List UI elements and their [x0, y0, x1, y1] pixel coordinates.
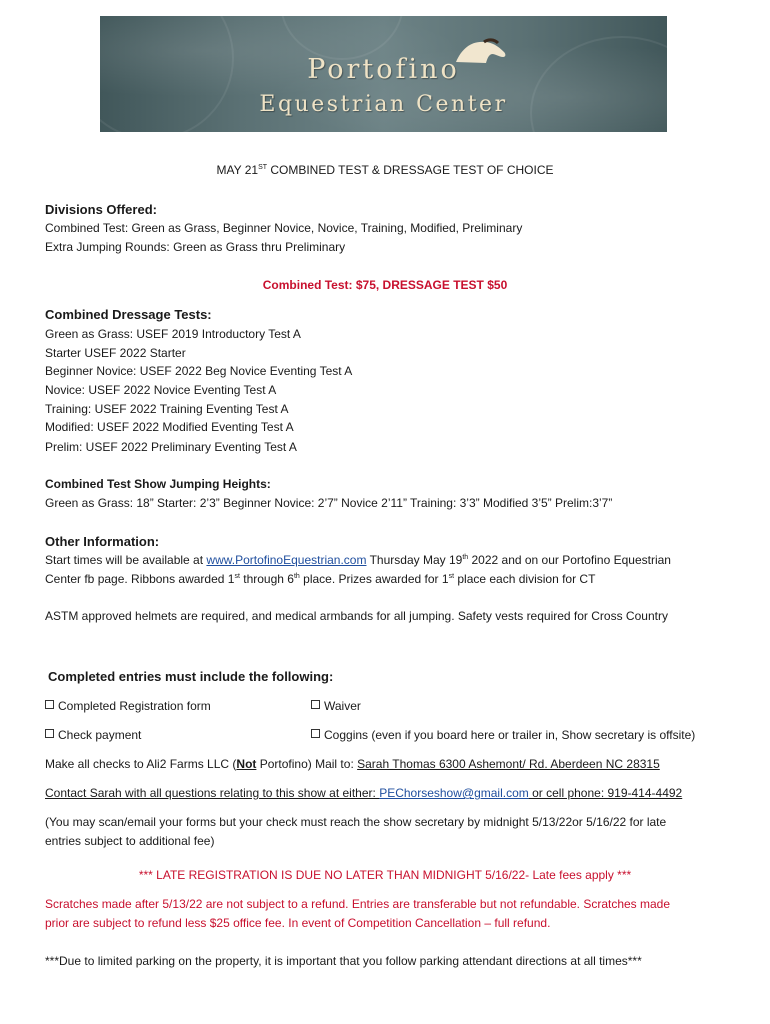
divisions-combined-test: Combined Test: Green as Grass, Beginner Novice, Novice, Training, Modified, Preliminary: [45, 221, 523, 235]
dressage-test-item: Beginner Novice: USEF 2022 Beg Novice Eventing Test A: [45, 364, 353, 378]
checkbox-icon[interactable]: [45, 700, 54, 709]
scratch-policy-cont: prior are subject to refund less $25 office fee. In event of Competition Cancellation – full refund.: [45, 916, 551, 930]
checklist-item: Waiver: [311, 699, 361, 714]
email-link[interactable]: PEChorseshow@gmail.com: [379, 786, 529, 800]
dressage-test-item: Green as Grass: USEF 2019 Introductory Test A: [45, 327, 301, 341]
scan-note-cont: entries subject to additional fee): [45, 834, 215, 848]
checklist-item: Completed Registration form: [45, 699, 211, 714]
contact-line: Contact Sarah with all questions relating to this show at either: PEChorseshow@gmail.com or cell phone: 919-414-4492: [45, 786, 683, 800]
other-info-heading: Other Information:: [45, 534, 160, 549]
divisions-extra-jumping: Extra Jumping Rounds: Green as Grass thru Preliminary: [45, 240, 346, 254]
mailing-address: Sarah Thomas 6300 Ashemont/ Rd. Aberdeen NC 28315: [357, 757, 660, 771]
safety-requirements: ASTM approved helmets are required, and medical armbands for all jumping. Safety vests required for Cross Country: [45, 609, 668, 623]
scan-note: (You may scan/email your forms but your check must reach the show secretary by midnight 5/13/22or 5/16/22 for late: [45, 815, 667, 829]
entry-fees: Combined Test: $75, DRESSAGE TEST $50: [262, 278, 508, 292]
checkbox-icon[interactable]: [45, 729, 54, 738]
checkbox-icon[interactable]: [311, 700, 320, 709]
payment-instructions: Make all checks to Ali2 Farms LLC (Not Portofino) Mail to: Sarah Thomas 6300 Ashemont/ Rd. Aberdeen NC 28315: [45, 757, 660, 771]
checklist-item: Coggins (even if you board here or trailer in, Show secretary is offsite): [311, 728, 695, 743]
entries-heading: Completed entries must include the following:: [48, 669, 334, 684]
banner-subtitle: Equestrian Center: [259, 92, 508, 117]
website-link[interactable]: www.PortofinoEquestrian.com: [206, 553, 367, 567]
late-registration-notice: *** LATE REGISTRATION IS DUE NO LATER THAN MIDNIGHT 5/16/22- Late fees apply ***: [138, 868, 632, 882]
dressage-test-item: Prelim: USEF 2022 Preliminary Eventing Test A: [45, 440, 297, 454]
parking-notice: ***Due to limited parking on the property, it is important that you follow parking attendant directions at all times***: [45, 954, 642, 968]
dressage-test-item: Modified: USEF 2022 Modified Eventing Test A: [45, 420, 294, 434]
start-times-line: Start times will be available at www.PortofinoEquestrian.com Thursday May 19th 2022 and on our Portofino Equestrian: [45, 553, 671, 567]
dressage-heading: Combined Dressage Tests:: [45, 307, 212, 322]
page-title: MAY 21ST COMBINED TEST & DRESSAGE TEST OF CHOICE: [216, 163, 554, 177]
checkbox-icon[interactable]: [311, 729, 320, 738]
dressage-test-item: Novice: USEF 2022 Novice Eventing Test A: [45, 383, 277, 397]
checklist-item: Check payment: [45, 728, 141, 743]
jumping-heights-heading: Combined Test Show Jumping Heights:: [45, 477, 271, 491]
divisions-heading: Divisions Offered:: [45, 202, 157, 217]
ribbons-line: Center fb page. Ribbons awarded 1st through 6th place. Prizes awarded for 1st place each division for CT: [45, 572, 596, 586]
dressage-test-item: Starter USEF 2022 Starter: [45, 346, 186, 360]
dressage-test-item: Training: USEF 2022 Training Eventing Test A: [45, 402, 289, 416]
header-banner: [100, 16, 667, 132]
scratch-policy: Scratches made after 5/13/22 are not subject to a refund. Entries are transferable but not refundable. Scratches made: [45, 897, 671, 911]
jumping-heights-list: Green as Grass: 18” Starter: 2’3” Beginner Novice: 2’7” Novice 2’11” Training: 3’3” Modified 3’5” Prelim:3’7”: [45, 496, 613, 510]
banner-title: Portofino: [307, 54, 460, 85]
